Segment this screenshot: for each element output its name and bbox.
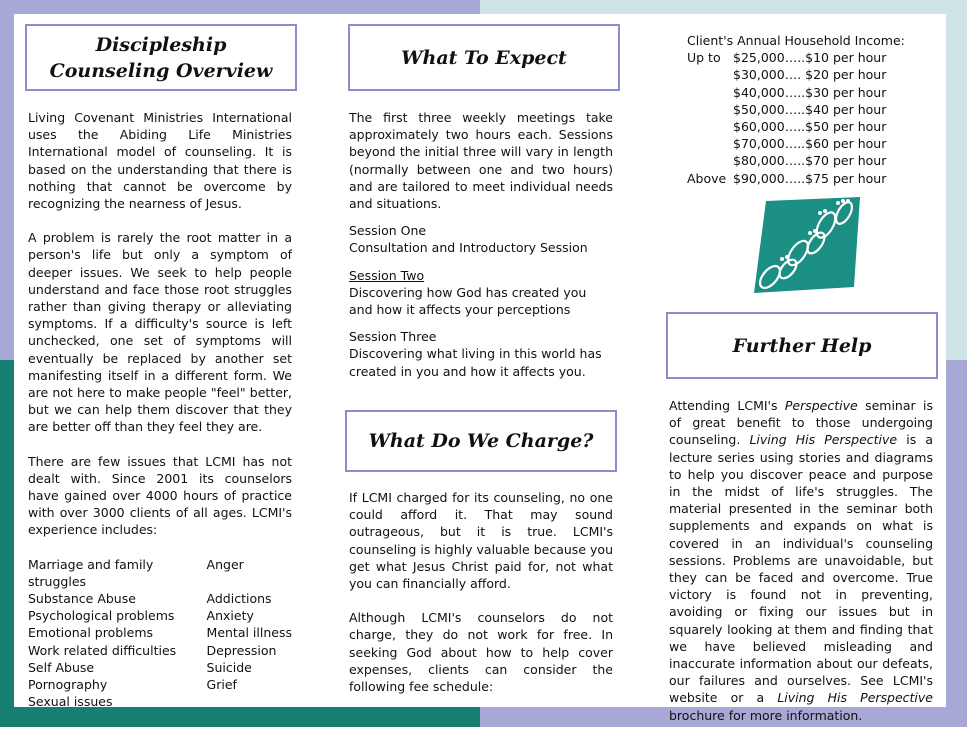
session-one-label: Session One <box>349 223 427 239</box>
help-text-b: Perspective <box>784 398 858 413</box>
fee-text: $40,000…..$30 per hour <box>733 84 887 100</box>
issue-right <box>207 693 292 710</box>
help-text-g: brochure for more information. <box>669 707 863 723</box>
issue-left: Psychological problems <box>28 608 175 624</box>
overview-column <box>28 109 292 711</box>
issue-left: Self Abuse <box>28 659 95 675</box>
fee-prefix <box>687 152 733 169</box>
fee-text: $50,000…..$40 per hour <box>733 101 887 117</box>
issue-right: Suicide <box>206 659 252 675</box>
expect-para: The first three weekly meetings take approximately two hours each. Sessions beyond the initial three will vary in length (normally between one and two hours) and are tailored to meet individual needs and situations. <box>349 110 613 212</box>
fee-row <box>687 66 927 83</box>
charge-column <box>349 489 613 712</box>
fee-schedule <box>687 32 927 187</box>
fee-prefix <box>687 66 733 83</box>
session-two <box>349 267 613 319</box>
fee-row <box>687 118 927 135</box>
issue-left: Emotional problems <box>28 625 154 641</box>
overview-para-1: Living Covenant Ministries International uses the Abiding Life Ministries International model of counseling. It is based on the understanding that there is nothing that cannot be overcome by recognizing the nearness of Jesus. <box>28 110 292 212</box>
issue-right: Grief <box>206 677 237 693</box>
frame-top-right <box>480 0 967 14</box>
fee-row <box>687 135 927 152</box>
session-three-desc: Discovering what living in this world has created in you and how it affects you. <box>349 346 602 379</box>
session-two-label: Session Two <box>349 267 425 283</box>
fee-row <box>687 170 927 187</box>
fee-text: $70,000…..$60 per hour <box>733 136 887 152</box>
issues-list <box>28 556 292 711</box>
issue-right: Mental illness <box>206 625 292 641</box>
overview-title-line1: Discipleship <box>95 33 227 56</box>
issue-left: Substance Abuse <box>28 591 136 607</box>
overview-para-3: There are few issues that LCMI has not dealt with. Since 2001 its counselors have gained over 4000 hours of practice with over 3000 clients of all ages. LCMI's experience includes: <box>28 453 292 538</box>
frame-top-left <box>0 0 480 14</box>
fee-prefix <box>687 135 733 152</box>
further-help-para <box>669 397 933 724</box>
expect-title: What To Expect <box>401 46 567 69</box>
help-text-a: Attending LCMI's <box>669 398 785 413</box>
frame-right-upper <box>946 0 967 360</box>
issue-right: Anger <box>206 556 244 572</box>
fee-row <box>687 101 927 118</box>
further-help-column <box>669 397 933 741</box>
help-text-c: seminar is of great benefit to those undergoing counseling. <box>669 398 933 448</box>
fee-text: $30,000…. $20 per hour <box>733 67 887 83</box>
fee-heading: Client's Annual Household Income: <box>687 33 905 48</box>
charge-title-box <box>345 410 617 472</box>
fee-prefix <box>687 101 733 118</box>
charge-para-2: Although LCMI's counselors do not charge, they do not work for free. In seeking God about how to help cover expenses, clients can consider the following fee schedule: <box>349 610 613 695</box>
frame-left-lower <box>0 360 14 727</box>
expect-column <box>349 109 613 390</box>
help-text-e: is a lecture series using stories and diagrams to help you discover peace and purpose in the midst of life's struggles. The material presented in the seminar both supplements and expands on what is covered in an individual's counseling sessions. Problems are unavoidable, but they can be faced and overcome. True victory is found not in preventing, avoiding or fixing our issues but in squarely looking at them and finding that we have believed misleading and inaccurate information about our defeats, our failures and ourselves. See LCMI's website or a <box>669 432 933 706</box>
frame-right-lower <box>946 360 967 727</box>
session-two-desc: Discovering how God has created you and how it affects your perceptions <box>349 284 587 318</box>
issue-left: Sexual issues <box>28 694 113 710</box>
help-text-f: Living His Perspective <box>777 690 933 706</box>
overview-para-2: A problem is rarely the root matter in a person's life but only a symptom of deeper issues. We seek to help people understand and face those root struggles rather than giving therapy or alleviating symptoms. If a difficulty's source is left unchecked, one set of symptoms will eventually be replaced by another set manifesting itself in a different form. We are not here to make people "feel" better, but we can help them discover that they are better off than they feel they are. <box>28 230 292 435</box>
overview-title-box <box>25 24 297 91</box>
issue-left: Pornography <box>28 677 108 693</box>
issue-right: Anxiety <box>206 608 254 624</box>
overview-title-line2: Counseling Overview <box>49 59 273 82</box>
issue-left: Work related difficulties <box>28 642 177 658</box>
session-one <box>349 222 613 256</box>
fee-prefix <box>687 118 733 135</box>
fee-row <box>687 84 927 101</box>
issue-right: Depression <box>206 642 277 658</box>
frame-left-upper <box>0 0 14 360</box>
fee-text: $90,000…..$75 per hour <box>733 170 887 186</box>
session-three-label: Session Three <box>349 329 437 345</box>
fee-text: $25,000…..$10 per hour <box>733 50 887 66</box>
session-one-desc: Consultation and Introductory Session <box>349 240 588 256</box>
issue-right: Addictions <box>206 591 272 607</box>
footprints-icon <box>748 195 864 295</box>
charge-para-1: If LCMI charged for its counseling, no one could afford it. That may sound outrageous, but it is true. LCMI's counseling is highly valuable because you get what Jesus Christ paid for, not what you can financially afford. <box>349 490 613 592</box>
fee-prefix: Above <box>687 170 727 186</box>
further-help-title-box <box>666 312 938 379</box>
fee-row <box>687 152 927 169</box>
session-three <box>349 328 613 380</box>
expect-title-box <box>348 24 620 91</box>
help-text-d: Living His Perspective <box>749 432 898 448</box>
fee-row <box>687 49 927 66</box>
fee-text: $80,000…..$70 per hour <box>733 153 887 169</box>
fee-prefix: Up to <box>687 50 721 66</box>
further-help-title: Further Help <box>732 334 872 357</box>
charge-title: What Do We Charge? <box>368 430 594 452</box>
fee-prefix <box>687 84 733 101</box>
issue-left: Marriage and family struggles <box>28 556 154 589</box>
fee-text: $60,000…..$50 per hour <box>733 119 887 135</box>
